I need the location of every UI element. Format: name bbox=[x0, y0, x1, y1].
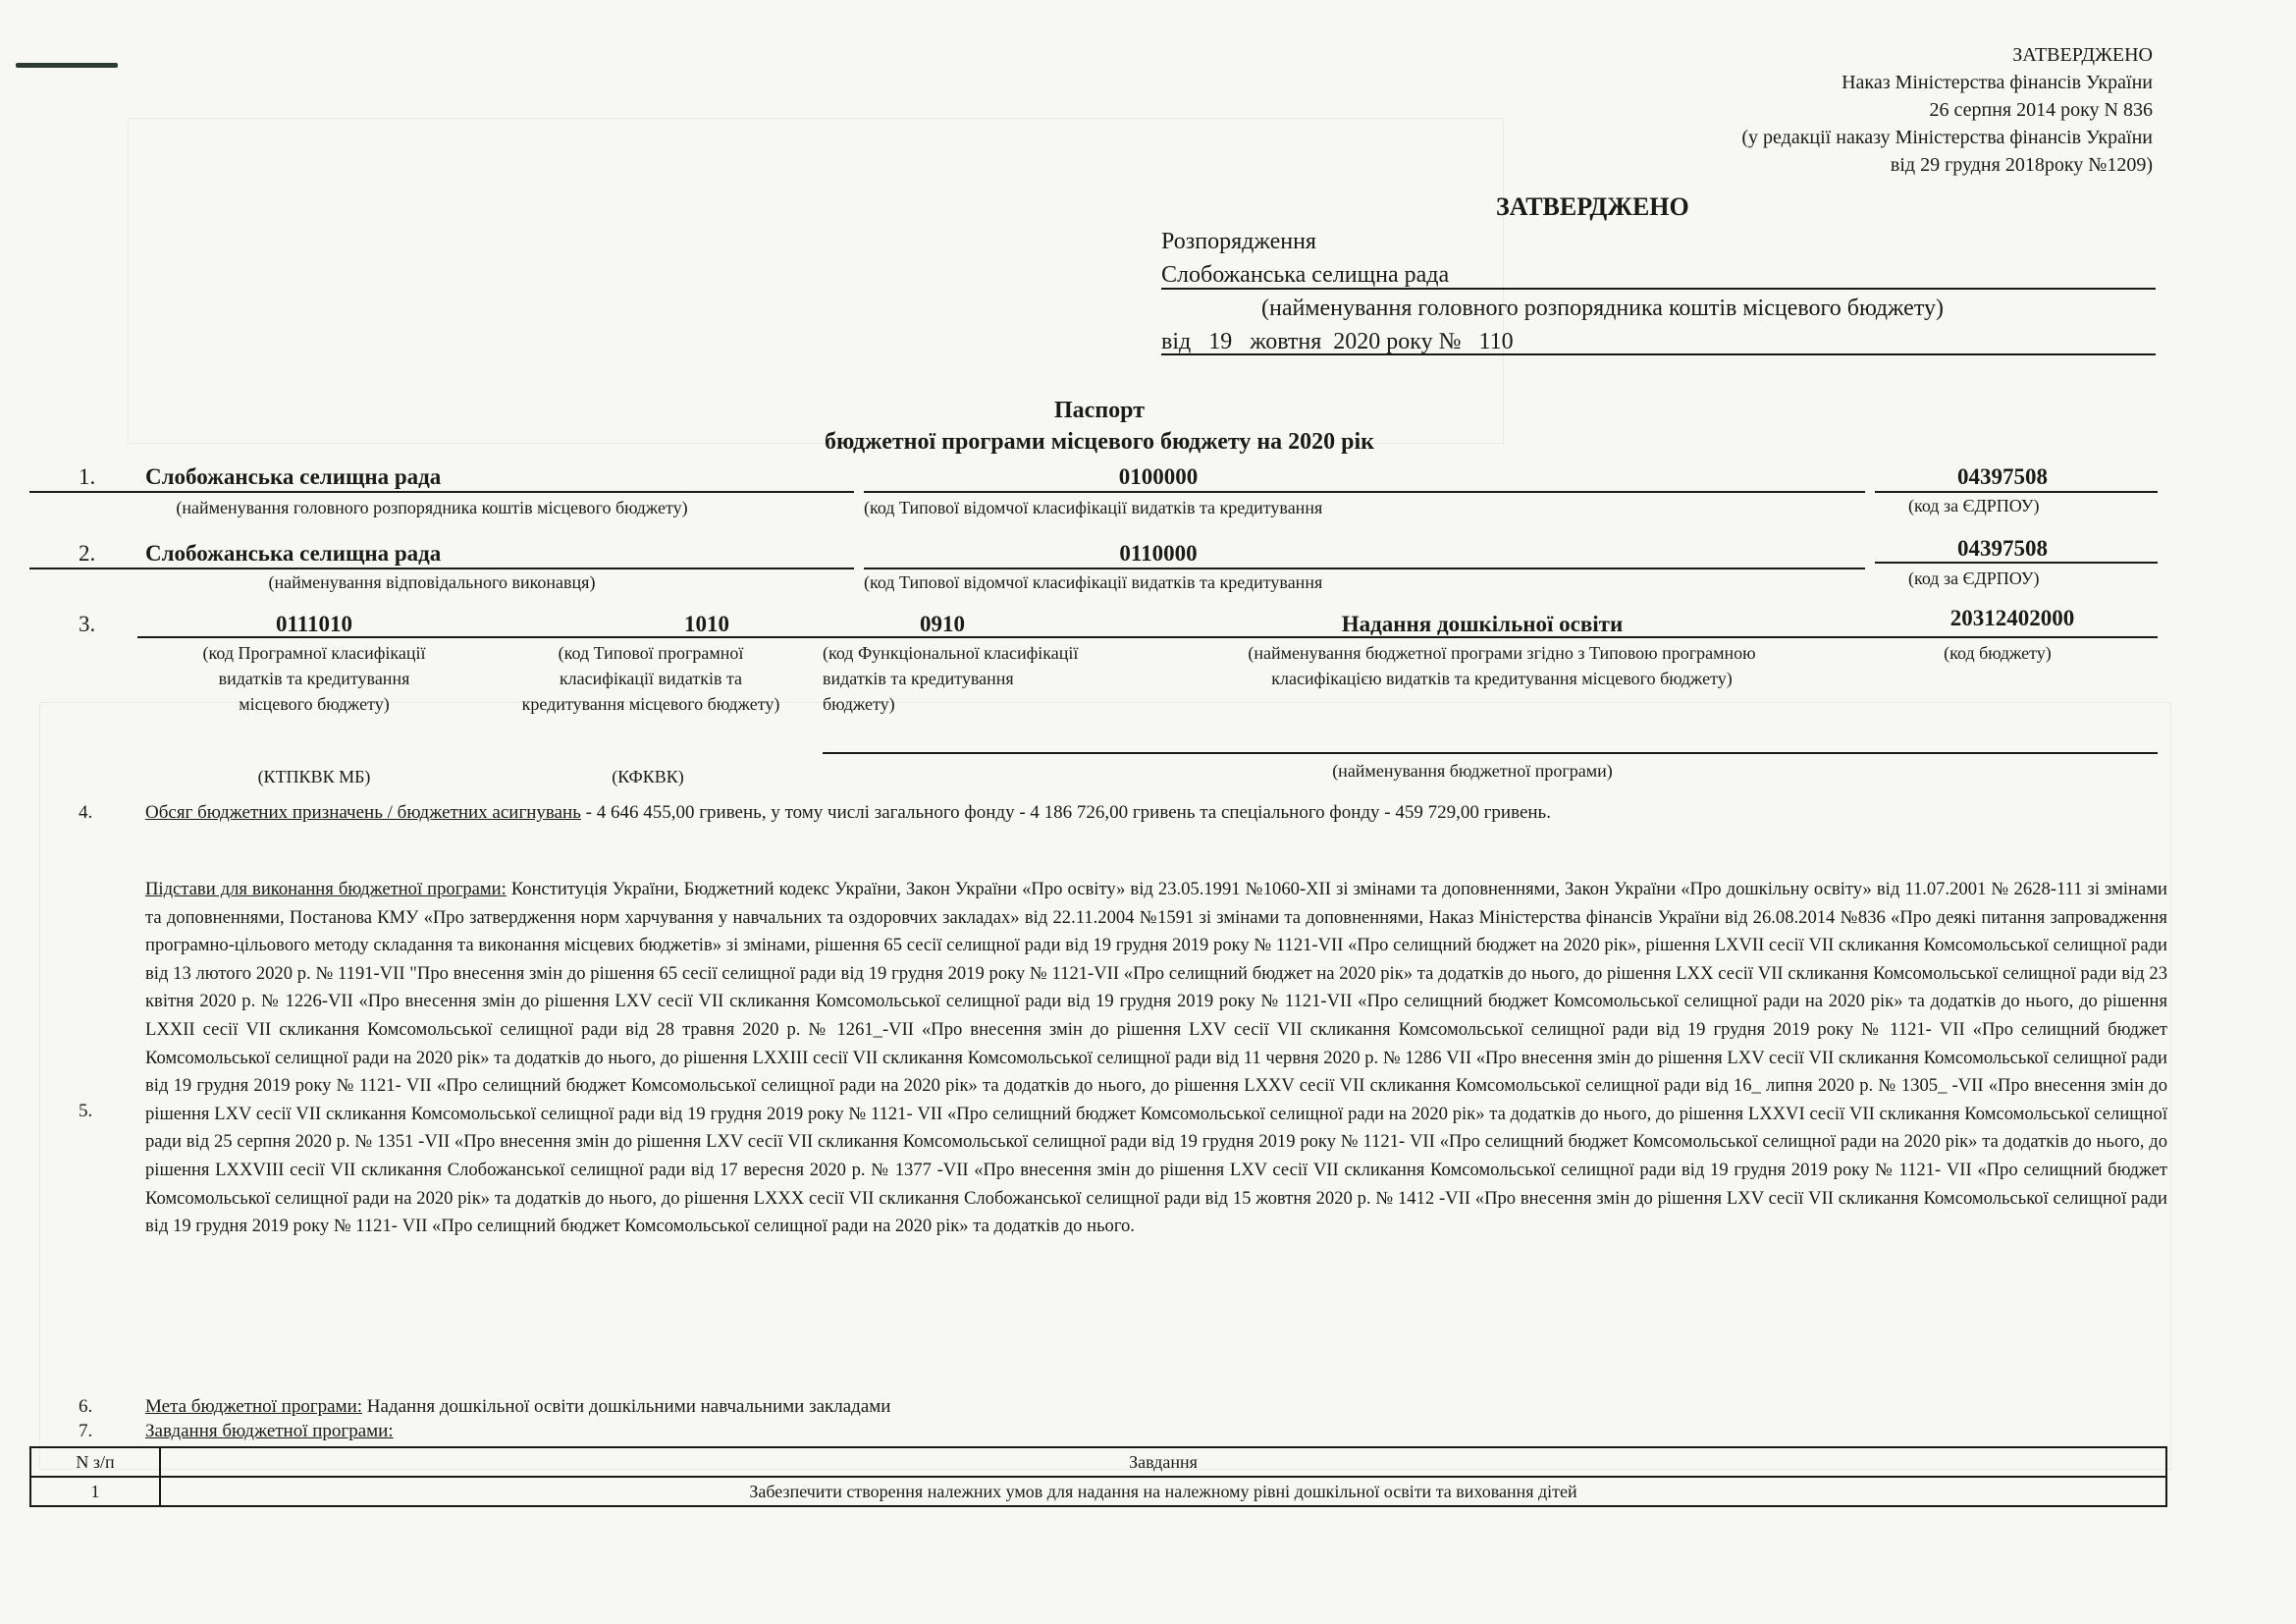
row3-caption-ktpkvk bbox=[137, 640, 491, 717]
table-cell: 1 bbox=[30, 1477, 160, 1506]
passport-title: Паспорт bbox=[1054, 398, 1145, 423]
row1-code: 0100000 bbox=[1118, 464, 1199, 489]
row1-name: Слобожанська селищна рада bbox=[145, 464, 442, 489]
row3-program-name: Надання дошкільної освіти bbox=[1341, 612, 1624, 636]
item5-text bbox=[145, 876, 2167, 1241]
caption-line: класифікацією видатків та кредитування місцевого бюджету) bbox=[1271, 669, 1733, 688]
row2-number: 2. bbox=[79, 541, 96, 566]
row1-number: 1. bbox=[79, 464, 96, 489]
approval-doc-type: Розпорядження bbox=[1161, 229, 1316, 254]
approval-date-line: від 19 жовтня 2020 року № 110 bbox=[1161, 329, 1514, 354]
item4-value: - 4 646 455,00 гривень, у тому числі загального фонду - 4 186 726,00 гривень та спеціального фонду - 459 729,00 гривень. bbox=[580, 802, 1551, 823]
item7-number: 7. bbox=[79, 1421, 93, 1441]
row2-code-caption: (код Типової відомчої класифікації видатків та кредитування bbox=[864, 572, 1323, 592]
approval-title: ЗАТВЕРДЖЕНО bbox=[1496, 192, 1689, 221]
row3-fkvk-code: 0910 bbox=[920, 612, 965, 636]
table-header-cell: Завдання bbox=[160, 1447, 2166, 1477]
item4-label: Обсяг бюджетних призначень / бюджетних асигнувань bbox=[145, 802, 581, 823]
row2-edrpou: 04397508 bbox=[1957, 536, 2048, 561]
row3-tpkvk-code: 1010 bbox=[684, 612, 729, 636]
row3-budget-code: 20312402000 bbox=[1949, 606, 2075, 630]
table-cell: Забезпечити створення належних умов для надання на належному рівні дошкільної освіти та виховання дітей bbox=[160, 1477, 2166, 1506]
table-header-cell: N з/п bbox=[30, 1447, 160, 1477]
tasks-table bbox=[29, 1446, 2167, 1507]
caption-line: місцевого бюджету) bbox=[239, 694, 390, 714]
row3-caption-fkvk bbox=[823, 640, 1156, 717]
approval-organization: Слобожанська селищна рада bbox=[1161, 262, 1450, 288]
row3-abbr-fkvk: (КФКВК) bbox=[612, 767, 684, 786]
approval-top-title: ЗАТВЕРДЖЕНО bbox=[2012, 44, 2153, 66]
row3-caption-budget-code: (код бюджету) bbox=[1944, 643, 2052, 663]
item6-number: 6. bbox=[79, 1396, 93, 1417]
caption-line: (найменування бюджетної програми згідно з Типовою програмною bbox=[1248, 643, 1756, 663]
table-header-row bbox=[30, 1447, 2166, 1477]
row1-code-caption: (код Типової відомчої класифікації видатків та кредитування bbox=[864, 498, 1323, 517]
row1-name-caption: (найменування головного розпорядника коштів місцевого бюджету) bbox=[176, 498, 688, 517]
row2-code: 0110000 bbox=[1119, 541, 1198, 566]
row3-underline bbox=[137, 636, 2158, 638]
caption-line: кредитування місцевого бюджету) bbox=[521, 694, 780, 714]
approval-top-line1: Наказ Міністерства фінансів України bbox=[1842, 72, 2153, 93]
approval-top-line4: від 29 грудня 2018року №1209) bbox=[1890, 154, 2153, 176]
row3-program-caption: (найменування бюджетної програми) bbox=[1332, 761, 1613, 781]
caption-line: класифікації видатків та bbox=[559, 669, 743, 688]
row3-ktpkvk-code: 0111010 bbox=[276, 612, 352, 636]
item4-number: 4. bbox=[79, 802, 93, 823]
row2-edrpou-underline bbox=[1875, 562, 2158, 564]
caption-line: бюджету) bbox=[823, 694, 895, 714]
row3-program-underline bbox=[823, 752, 2158, 754]
table-row bbox=[30, 1477, 2166, 1506]
item4-text bbox=[145, 799, 2167, 826]
row3-number: 3. bbox=[79, 612, 96, 636]
caption-line: (код Програмної класифікації bbox=[202, 643, 426, 663]
row2-name-caption: (найменування відповідального виконавця) bbox=[268, 572, 596, 592]
row1-name-underline bbox=[29, 491, 854, 493]
caption-line: (код Функціональної класифікації bbox=[823, 643, 1079, 663]
passport-subtitle: бюджетної програми місцевого бюджету на 2020 рік bbox=[825, 429, 1374, 455]
scan-artifact-mark bbox=[16, 63, 118, 68]
item6-text bbox=[145, 1393, 2167, 1420]
approval-date-underline bbox=[1161, 353, 2156, 355]
item7-label: Завдання бюджетної програми: bbox=[145, 1421, 394, 1441]
row2-name: Слобожанська селищна рада bbox=[145, 541, 442, 566]
approval-top-line2: 26 серпня 2014 року N 836 bbox=[1929, 99, 2153, 121]
row2-edrpou-caption: (код за ЄДРПОУ) bbox=[1908, 568, 2040, 588]
approval-org-caption: (найменування головного розпорядника коштів місцевого бюджету) bbox=[1261, 296, 1944, 321]
item5-label: Підстави для виконання бюджетної програми: bbox=[145, 879, 507, 899]
row1-edrpou-caption: (код за ЄДРПОУ) bbox=[1908, 496, 2040, 515]
row3-caption-program bbox=[1158, 640, 1845, 691]
item6-label: Мета бюджетної програми: bbox=[145, 1396, 363, 1417]
row1-code-underline bbox=[864, 491, 1865, 493]
row1-edrpou: 04397508 bbox=[1957, 464, 2048, 489]
approval-org-underline bbox=[1161, 288, 2156, 290]
approval-top-line3: (у редакції наказу Міністерства фінансів України bbox=[1741, 127, 2153, 148]
row3-abbr-ktpkvk: (КТПКВК МБ) bbox=[257, 767, 371, 786]
item5-value: Конституція України, Бюджетний кодекс України, Закон України «Про освіту» від 23.05.1991 №1060-XII зі змінами та доповненнями, Закон України «Про дошкільну освіту» від 11.07.2001 № 2628-111 зі змінами та доповненнями, Постанова КМУ «Про затвердження норм харчування у навчальних та оздоровчих закладах» від 22.11.2004 №1591 зі змінами та доповненнями, Наказ Міністерства фінансів України від 26.08.2014 №836 «Про деякі питання запровадження програмно-цільового методу складання та виконання місцевих бюджетів» зі змінами, рішення 65 сесії селищної ради від 19 грудня 2019 року № 1121-VII «Про селищний бюджет на 2020 рік», рішення LXVII сесії VII скликання Комсомольської селищної ради від 13 лютого 2020 р. № 1191-VII "Про внесення змін до рішення 65 сесії селищної ради від 19 грудня 2019 року № 1121-VII «Про селищний бюджет на 2020 рік» та додатків до нього, до рішення LXX сесії VII скликання Комсомольської селищної ради від 23 квітня 2020 р. № 1226-VII «Про внесення змін до рішення LXV сесії VII скликання Комсомольської селищної ради від 19 грудня 2019 року № 1121-VII «Про селищний бюджет Комсомольської селищної ради на 2020 рік» та додатків до нього, до рішення LXXII сесії VII скликання Комсомольської селищної ради від 28 травня 2020 р. № 1261_-VII «Про внесення змін до рішення LXV сесії VII скликання Комсомольської селищної ради від 19 грудня 2019 року № 1121- VII «Про селищний бюджет Комсомольської селищної ради на 2020 рік» та додатків до нього, до рішення LXXIII сесії VII скликання Комсомольської селищної ради від 11 червня 2020 р. № 1286 VII «Про внесення змін до рішення LXV сесії VII скликання Комсомольської селищної ради від 19 грудня 2019 року № 1121- VII «Про селищний бюджет Комсомольської селищної ради на 2020 рік» та додатків до нього, до рішення LXXV сесії VII скликання Комсомольської селищної ради від 16_ липня 2020 р. № 1305_ -VII «Про внесення змін до рішення LXV сесії VII скликання Комсомольської селищної ради від 19 грудня 2019 року № 1121- VII «Про селищний бюджет Комсомольської селищної ради на 2020 рік» та додатків до нього, до рішення LXXVI сесії VII скликання Комсомольської селищної ради від 25 серпня 2020 р. № 1351 -VII «Про внесення змін до рішення LXV сесії VII скликання Комсомольської селищної ради від 19 грудня 2019 року № 1121- VII «Про селищний бюджет Комсомольської селищної ради на 2020 рік» та додатків до нього, до рішення LXXVIII сесії VII скликання Слобожанської селищної ради від 17 вересня 2020 р. № 1377 -VII «Про внесення змін до рішення LXV сесії VII скликання Комсомольської селищної ради від 19 грудня 2019 року № 1121- VII «Про селищний бюджет Комсомольської селищної ради на 2020 рік» та додатків до нього, до рішення LXXX сесії VII скликання Слобожанської селищної ради від 15 жовтня 2020 р. № 1412 -VII «Про внесення змін до рішення LXV сесії VII скликання Комсомольської селищної ради від 19 грудня 2019 року № 1121- VII «Про селищний бюджет Комсомольської селищної ради на 2020 рік» та додатків до нього. bbox=[145, 879, 2167, 1237]
caption-line: видатків та кредитування bbox=[218, 669, 410, 688]
caption-line: (код Типової програмної bbox=[558, 643, 744, 663]
row3-caption-tpkvk bbox=[479, 640, 823, 717]
approval-top-block bbox=[1466, 41, 2153, 179]
caption-line: видатків та кредитування bbox=[823, 669, 1014, 688]
item6-value: Надання дошкільної освіти дошкільними навчальними закладами bbox=[362, 1396, 891, 1417]
item5-number: 5. bbox=[79, 1101, 93, 1121]
